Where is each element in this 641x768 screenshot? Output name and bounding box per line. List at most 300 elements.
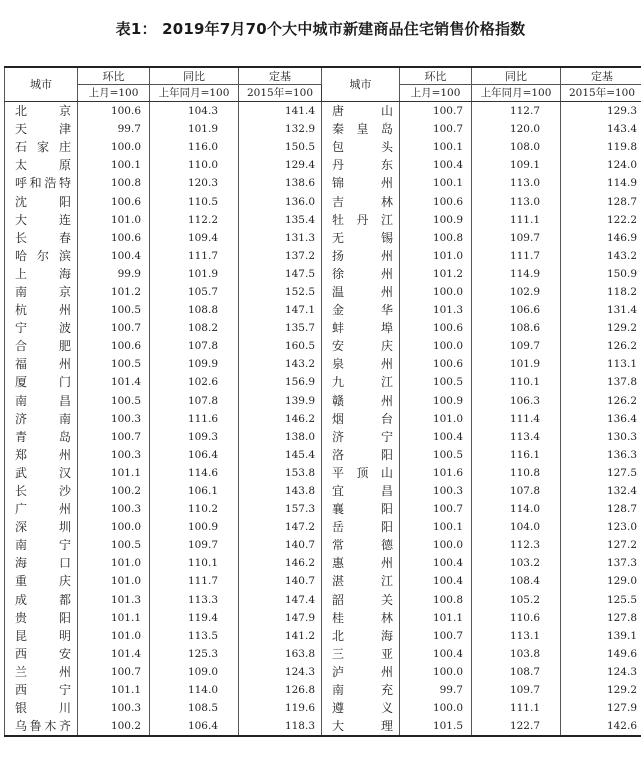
city-cell: 烟台: [322, 410, 400, 428]
base-cell: 152.5: [239, 283, 322, 301]
column-header-city: 城市: [5, 67, 78, 102]
mom-cell: 100.7: [78, 428, 150, 446]
table-row: [5, 572, 641, 590]
table-row: [5, 392, 641, 410]
mom-cell: 100.0: [400, 699, 472, 717]
base-cell: 130.3: [561, 428, 641, 446]
yoy-cell: 105.2: [472, 591, 561, 609]
table-row: [5, 609, 641, 627]
base-cell: 127.9: [561, 699, 641, 717]
base-cell: 143.4: [561, 120, 641, 138]
table-body: [5, 102, 641, 737]
mom-cell: 100.0: [78, 518, 150, 536]
mom-cell: 100.1: [400, 138, 472, 156]
base-cell: 124.0: [561, 156, 641, 174]
column-subheader-yoy: 上年同月=100: [472, 85, 561, 102]
mom-cell: 100.9: [400, 392, 472, 410]
table-row: [5, 156, 641, 174]
city-cell: 大理: [322, 717, 400, 736]
base-cell: 136.0: [239, 192, 322, 210]
city-cell: 西宁: [5, 681, 78, 699]
base-cell: 127.5: [561, 464, 641, 482]
base-cell: 135.4: [239, 211, 322, 229]
table-row: [5, 464, 641, 482]
base-cell: 139.1: [561, 627, 641, 645]
city-cell: 扬州: [322, 247, 400, 265]
mom-cell: 99.7: [78, 120, 150, 138]
mom-cell: 100.3: [78, 410, 150, 428]
base-cell: 138.0: [239, 428, 322, 446]
table-title: 表1： 2019年7月70个大中城市新建商品住宅销售价格指数: [115, 20, 526, 38]
base-cell: 156.9: [239, 373, 322, 391]
city-cell: 岳阳: [322, 518, 400, 536]
column-subheader-base: 2015年=100: [561, 85, 641, 102]
yoy-cell: 108.6: [472, 319, 561, 337]
base-cell: 137.3: [561, 554, 641, 572]
mom-cell: 100.2: [78, 482, 150, 500]
table-row: [5, 337, 641, 355]
yoy-cell: 106.3: [472, 392, 561, 410]
price-index-table: [4, 66, 641, 737]
city-cell: 三亚: [322, 645, 400, 663]
table-row: [5, 138, 641, 156]
yoy-cell: 113.5: [150, 627, 239, 645]
base-cell: 146.2: [239, 410, 322, 428]
mom-cell: 100.6: [78, 102, 150, 121]
table-row: [5, 663, 641, 681]
city-cell: 石家庄: [5, 138, 78, 156]
base-cell: 143.2: [561, 247, 641, 265]
yoy-cell: 111.7: [150, 572, 239, 590]
column-subheader-base: 2015年=100: [239, 85, 322, 102]
city-cell: 贵阳: [5, 609, 78, 627]
mom-cell: 101.0: [78, 627, 150, 645]
mom-cell: 100.0: [400, 337, 472, 355]
city-cell: 徐州: [322, 265, 400, 283]
base-cell: 118.3: [239, 717, 322, 736]
yoy-cell: 107.8: [150, 392, 239, 410]
mom-cell: 101.1: [78, 681, 150, 699]
city-cell: 沈阳: [5, 192, 78, 210]
base-cell: 147.4: [239, 591, 322, 609]
base-cell: 141.4: [239, 102, 322, 121]
mom-cell: 100.8: [78, 174, 150, 192]
mom-cell: 100.0: [400, 536, 472, 554]
city-cell: 长沙: [5, 482, 78, 500]
table-row: [5, 446, 641, 464]
base-cell: 125.5: [561, 591, 641, 609]
yoy-cell: 107.8: [472, 482, 561, 500]
base-cell: 128.7: [561, 500, 641, 518]
yoy-cell: 114.9: [472, 265, 561, 283]
mom-cell: 100.0: [400, 663, 472, 681]
yoy-cell: 110.1: [472, 373, 561, 391]
city-cell: 重庆: [5, 572, 78, 590]
mom-cell: 100.7: [78, 663, 150, 681]
table-row: [5, 410, 641, 428]
mom-cell: 100.0: [400, 283, 472, 301]
city-cell: 常德: [322, 536, 400, 554]
table-row: [5, 500, 641, 518]
mom-cell: 101.1: [78, 464, 150, 482]
city-cell: 青岛: [5, 428, 78, 446]
city-cell: 泉州: [322, 355, 400, 373]
table-row: [5, 301, 641, 319]
base-cell: 157.3: [239, 500, 322, 518]
yoy-cell: 101.9: [150, 265, 239, 283]
city-cell: 南充: [322, 681, 400, 699]
yoy-cell: 113.1: [472, 627, 561, 645]
table-row: [5, 319, 641, 337]
mom-cell: 100.4: [400, 156, 472, 174]
mom-cell: 100.3: [78, 699, 150, 717]
yoy-cell: 114.0: [472, 500, 561, 518]
base-cell: 128.7: [561, 192, 641, 210]
base-cell: 149.6: [561, 645, 641, 663]
mom-cell: 100.4: [400, 554, 472, 572]
column-header-base: 定基: [561, 67, 641, 85]
city-cell: 银川: [5, 699, 78, 717]
city-cell: 福州: [5, 355, 78, 373]
city-cell: 九江: [322, 373, 400, 391]
mom-cell: 101.4: [78, 373, 150, 391]
table-row: [5, 192, 641, 210]
mom-cell: 101.2: [78, 283, 150, 301]
yoy-cell: 106.4: [150, 446, 239, 464]
mom-cell: 100.0: [78, 138, 150, 156]
mom-cell: 100.1: [400, 518, 472, 536]
table-row: [5, 536, 641, 554]
yoy-cell: 102.6: [150, 373, 239, 391]
table-row: [5, 120, 641, 138]
table-row: [5, 627, 641, 645]
mom-cell: 100.7: [400, 627, 472, 645]
mom-cell: 101.4: [78, 645, 150, 663]
mom-cell: 100.5: [400, 373, 472, 391]
city-cell: 赣州: [322, 392, 400, 410]
column-header-yoy: 同比: [150, 67, 239, 85]
mom-cell: 100.3: [78, 446, 150, 464]
mom-cell: 100.5: [400, 446, 472, 464]
yoy-cell: 104.3: [150, 102, 239, 121]
city-cell: 南昌: [5, 392, 78, 410]
city-cell: 遵义: [322, 699, 400, 717]
base-cell: 150.5: [239, 138, 322, 156]
yoy-cell: 111.6: [150, 410, 239, 428]
base-cell: 124.3: [239, 663, 322, 681]
yoy-cell: 102.9: [472, 283, 561, 301]
table-row: [5, 482, 641, 500]
city-cell: 桂林: [322, 609, 400, 627]
mom-cell: 100.2: [78, 717, 150, 736]
base-cell: 113.1: [561, 355, 641, 373]
yoy-cell: 108.0: [472, 138, 561, 156]
mom-cell: 101.5: [400, 717, 472, 736]
city-cell: 无锡: [322, 229, 400, 247]
mom-cell: 99.7: [400, 681, 472, 699]
yoy-cell: 109.7: [472, 681, 561, 699]
column-header-mom: 环比: [78, 67, 150, 85]
mom-cell: 101.6: [400, 464, 472, 482]
city-cell: 郑州: [5, 446, 78, 464]
city-cell: 合肥: [5, 337, 78, 355]
base-cell: 124.3: [561, 663, 641, 681]
mom-cell: 100.3: [78, 500, 150, 518]
mom-cell: 101.0: [400, 410, 472, 428]
mom-cell: 100.5: [78, 392, 150, 410]
base-cell: 147.9: [239, 609, 322, 627]
base-cell: 135.7: [239, 319, 322, 337]
base-cell: 146.2: [239, 554, 322, 572]
mom-cell: 100.4: [400, 572, 472, 590]
table-row: [5, 247, 641, 265]
city-cell: 济南: [5, 410, 78, 428]
base-cell: 143.2: [239, 355, 322, 373]
yoy-cell: 107.8: [150, 337, 239, 355]
yoy-cell: 103.8: [472, 645, 561, 663]
mom-cell: 101.2: [400, 265, 472, 283]
mom-cell: 100.4: [78, 247, 150, 265]
city-cell: 蚌埠: [322, 319, 400, 337]
yoy-cell: 120.3: [150, 174, 239, 192]
city-cell: 牡丹江: [322, 211, 400, 229]
yoy-cell: 101.9: [150, 120, 239, 138]
city-cell: 韶关: [322, 591, 400, 609]
city-cell: 南京: [5, 283, 78, 301]
base-cell: 147.5: [239, 265, 322, 283]
mom-cell: 100.6: [78, 229, 150, 247]
table-row: [5, 681, 641, 699]
mom-cell: 100.6: [400, 192, 472, 210]
table-row: [5, 265, 641, 283]
yoy-cell: 125.3: [150, 645, 239, 663]
city-cell: 湛江: [322, 572, 400, 590]
yoy-cell: 109.7: [472, 337, 561, 355]
yoy-cell: 108.7: [472, 663, 561, 681]
mom-cell: 100.7: [400, 102, 472, 121]
city-cell: 包头: [322, 138, 400, 156]
city-cell: 惠州: [322, 554, 400, 572]
yoy-cell: 109.7: [472, 229, 561, 247]
table-row: [5, 717, 641, 736]
city-cell: 大连: [5, 211, 78, 229]
column-header-mom: 环比: [400, 67, 472, 85]
table-row: [5, 102, 641, 121]
table-row: [5, 428, 641, 446]
city-cell: 安庆: [322, 337, 400, 355]
mom-cell: 100.6: [400, 319, 472, 337]
city-cell: 秦皇岛: [322, 120, 400, 138]
yoy-cell: 109.4: [150, 229, 239, 247]
mom-cell: 100.8: [400, 229, 472, 247]
base-cell: 129.2: [561, 681, 641, 699]
mom-cell: 100.4: [400, 428, 472, 446]
yoy-cell: 110.8: [472, 464, 561, 482]
yoy-cell: 106.4: [150, 717, 239, 736]
mom-cell: 101.3: [400, 301, 472, 319]
city-cell: 成都: [5, 591, 78, 609]
column-subheader-yoy: 上年同月=100: [150, 85, 239, 102]
yoy-cell: 110.0: [150, 156, 239, 174]
city-cell: 宜昌: [322, 482, 400, 500]
base-cell: 141.2: [239, 627, 322, 645]
city-cell: 乌鲁木齐: [5, 717, 78, 736]
mom-cell: 100.6: [78, 337, 150, 355]
base-cell: 129.3: [561, 102, 641, 121]
base-cell: 136.3: [561, 446, 641, 464]
yoy-cell: 109.9: [150, 355, 239, 373]
base-cell: 147.1: [239, 301, 322, 319]
yoy-cell: 113.0: [472, 174, 561, 192]
yoy-cell: 114.0: [150, 681, 239, 699]
base-cell: 131.4: [561, 301, 641, 319]
mom-cell: 100.3: [400, 482, 472, 500]
yoy-cell: 106.1: [150, 482, 239, 500]
base-cell: 126.2: [561, 337, 641, 355]
city-cell: 天津: [5, 120, 78, 138]
city-cell: 北京: [5, 102, 78, 121]
yoy-cell: 113.4: [472, 428, 561, 446]
city-cell: 唐山: [322, 102, 400, 121]
table-row: [5, 283, 641, 301]
yoy-cell: 100.9: [150, 518, 239, 536]
yoy-cell: 116.0: [150, 138, 239, 156]
yoy-cell: 113.3: [150, 591, 239, 609]
table-row: [5, 211, 641, 229]
table-row: [5, 373, 641, 391]
city-cell: 昆明: [5, 627, 78, 645]
mom-cell: 100.5: [78, 355, 150, 373]
city-cell: 深圳: [5, 518, 78, 536]
base-cell: 146.9: [561, 229, 641, 247]
city-cell: 海口: [5, 554, 78, 572]
yoy-cell: 109.0: [150, 663, 239, 681]
table-row: [5, 229, 641, 247]
yoy-cell: 110.5: [150, 192, 239, 210]
mom-cell: 101.1: [400, 609, 472, 627]
mom-cell: 100.5: [78, 536, 150, 554]
base-cell: 119.6: [239, 699, 322, 717]
mom-cell: 100.5: [78, 301, 150, 319]
base-cell: 129.4: [239, 156, 322, 174]
yoy-cell: 109.1: [472, 156, 561, 174]
mom-cell: 101.1: [78, 609, 150, 627]
city-cell: 锦州: [322, 174, 400, 192]
mom-cell: 99.9: [78, 265, 150, 283]
city-cell: 厦门: [5, 373, 78, 391]
base-cell: 140.7: [239, 536, 322, 554]
yoy-cell: 109.7: [150, 536, 239, 554]
mom-cell: 100.7: [78, 319, 150, 337]
city-cell: 洛阳: [322, 446, 400, 464]
base-cell: 114.9: [561, 174, 641, 192]
yoy-cell: 111.7: [472, 247, 561, 265]
mom-cell: 100.8: [400, 591, 472, 609]
table-row: [5, 174, 641, 192]
base-cell: 137.2: [239, 247, 322, 265]
yoy-cell: 110.6: [472, 609, 561, 627]
city-cell: 金华: [322, 301, 400, 319]
base-cell: 129.2: [561, 319, 641, 337]
base-cell: 126.8: [239, 681, 322, 699]
yoy-cell: 122.7: [472, 717, 561, 736]
city-cell: 襄阳: [322, 500, 400, 518]
mom-cell: 101.0: [78, 554, 150, 572]
yoy-cell: 120.0: [472, 120, 561, 138]
city-cell: 武汉: [5, 464, 78, 482]
mom-cell: 100.7: [400, 500, 472, 518]
yoy-cell: 111.1: [472, 699, 561, 717]
table-row: [5, 699, 641, 717]
city-cell: 温州: [322, 283, 400, 301]
city-cell: 兰州: [5, 663, 78, 681]
city-cell: 呼和浩特: [5, 174, 78, 192]
mom-cell: 100.7: [400, 120, 472, 138]
yoy-cell: 112.3: [472, 536, 561, 554]
yoy-cell: 113.0: [472, 192, 561, 210]
city-cell: 北海: [322, 627, 400, 645]
mom-cell: 100.1: [400, 174, 472, 192]
yoy-cell: 111.1: [472, 211, 561, 229]
city-cell: 广州: [5, 500, 78, 518]
table-row: [5, 355, 641, 373]
base-cell: 150.9: [561, 265, 641, 283]
yoy-cell: 103.2: [472, 554, 561, 572]
column-header-city: 城市: [322, 67, 400, 102]
yoy-cell: 108.2: [150, 319, 239, 337]
column-subheader-mom: 上月=100: [78, 85, 150, 102]
base-cell: 163.8: [239, 645, 322, 663]
yoy-cell: 110.2: [150, 500, 239, 518]
base-cell: 123.0: [561, 518, 641, 536]
yoy-cell: 105.7: [150, 283, 239, 301]
mom-cell: 101.3: [78, 591, 150, 609]
mom-cell: 100.6: [400, 355, 472, 373]
base-cell: 122.2: [561, 211, 641, 229]
base-cell: 127.8: [561, 609, 641, 627]
yoy-cell: 112.7: [472, 102, 561, 121]
base-cell: 145.4: [239, 446, 322, 464]
mom-cell: 101.0: [400, 247, 472, 265]
base-cell: 127.2: [561, 536, 641, 554]
city-cell: 丹东: [322, 156, 400, 174]
city-cell: 吉林: [322, 192, 400, 210]
base-cell: 132.4: [561, 482, 641, 500]
yoy-cell: 112.2: [150, 211, 239, 229]
yoy-cell: 106.6: [472, 301, 561, 319]
mom-cell: 100.9: [400, 211, 472, 229]
city-cell: 济宁: [322, 428, 400, 446]
base-cell: 138.6: [239, 174, 322, 192]
base-cell: 147.2: [239, 518, 322, 536]
yoy-cell: 114.6: [150, 464, 239, 482]
base-cell: 160.5: [239, 337, 322, 355]
city-cell: 平顶山: [322, 464, 400, 482]
mom-cell: 100.1: [78, 156, 150, 174]
base-cell: 119.8: [561, 138, 641, 156]
city-cell: 太原: [5, 156, 78, 174]
yoy-cell: 108.5: [150, 699, 239, 717]
city-cell: 南宁: [5, 536, 78, 554]
base-cell: 142.6: [561, 717, 641, 736]
base-cell: 143.8: [239, 482, 322, 500]
base-cell: 118.2: [561, 283, 641, 301]
base-cell: 140.7: [239, 572, 322, 590]
city-cell: 西安: [5, 645, 78, 663]
yoy-cell: 108.8: [150, 301, 239, 319]
yoy-cell: 104.0: [472, 518, 561, 536]
mom-cell: 100.4: [400, 645, 472, 663]
